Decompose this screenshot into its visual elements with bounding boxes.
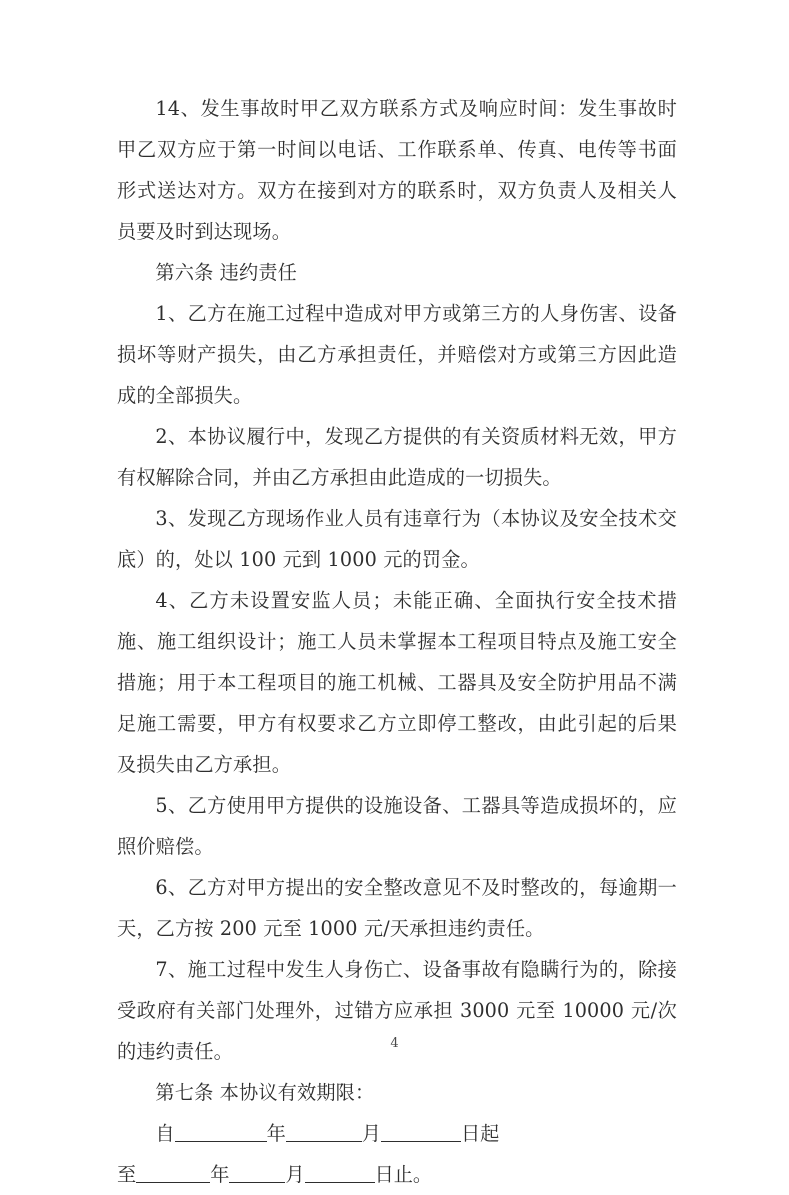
validity-end-year-blank[interactable] xyxy=(136,1167,210,1183)
paragraph-item-5: 5、乙方使用甲方提供的设施设备、工器具等造成损坏的，应照价赔偿。 xyxy=(117,794,677,858)
validity-end-line xyxy=(117,1154,677,1195)
document-body xyxy=(117,88,677,1195)
paragraph-item-14: 14、发生事故时甲乙双方联系方式及响应时间：发生事故时甲乙双方应于第一时间以电话、工作联系单、传真、电传等书面形式送达对方。双方在接到对方的联系时，双方负责人及相关人员要及时到达现场。 xyxy=(117,97,677,243)
heading-article-six: 第六条 违约责任 xyxy=(155,261,298,284)
validity-start-day-blank[interactable] xyxy=(381,1126,461,1142)
paragraph-item-4: 4、乙方未设置安监人员；未能正确、全面执行安全技术措施、施工组织设计；施工人员未掌握本工程项目特点及施工安全措施；用于本工程项目的施工机械、工器具及安全防护用品不满足施工需要，甲方有权要求乙方立即停工整改，由此引起的后果及损失由乙方承担。 xyxy=(117,589,677,776)
paragraph-item-1: 1、乙方在施工过程中造成对甲方或第三方的人身伤害、设备损坏等财产损失，由乙方承担责任，并赔偿对方或第三方因此造成的全部损失。 xyxy=(117,302,677,407)
validity-start-year-label: 年 xyxy=(266,1122,286,1145)
validity-end-day-blank[interactable] xyxy=(305,1167,375,1183)
paragraph-item-6: 6、乙方对甲方提出的安全整改意见不及时整改的，每逾期一天，乙方按 200 元至 1000 元/天承担违约责任。 xyxy=(117,876,677,940)
validity-start-prefix: 自 xyxy=(155,1122,175,1145)
validity-start-month-blank[interactable] xyxy=(286,1126,362,1142)
validity-end-prefix: 至 xyxy=(117,1163,137,1186)
heading-article-seven: 第七条 本协议有效期限： xyxy=(155,1081,375,1104)
paragraph-item-2: 2、本协议履行中，发现乙方提供的有关资质材料无效，甲方有权解除合同，并由乙方承担由此造成的一切损失。 xyxy=(117,425,677,489)
validity-start-day-label: 日起 xyxy=(460,1122,500,1145)
page-number: 4 xyxy=(390,1036,399,1051)
validity-end-year-label: 年 xyxy=(210,1163,230,1186)
validity-end-month-label: 月 xyxy=(285,1163,305,1186)
paragraph-item-7: 7、施工过程中发生人身伤亡、设备事故有隐瞒行为的，除接受政府有关部门处理外，过错方应承担 3000 元至 10000 元/次的违约责任。 xyxy=(117,958,677,1063)
validity-end-day-label: 日止。 xyxy=(374,1163,433,1186)
validity-start-year-blank[interactable] xyxy=(175,1126,267,1142)
validity-start-month-label: 月 xyxy=(361,1122,381,1145)
validity-end-month-blank[interactable] xyxy=(229,1167,285,1183)
validity-start-line xyxy=(117,1113,677,1154)
paragraph-item-3: 3、发现乙方现场作业人员有违章行为（本协议及安全技术交底）的，处以 100 元到 1000 元的罚金。 xyxy=(117,507,677,571)
